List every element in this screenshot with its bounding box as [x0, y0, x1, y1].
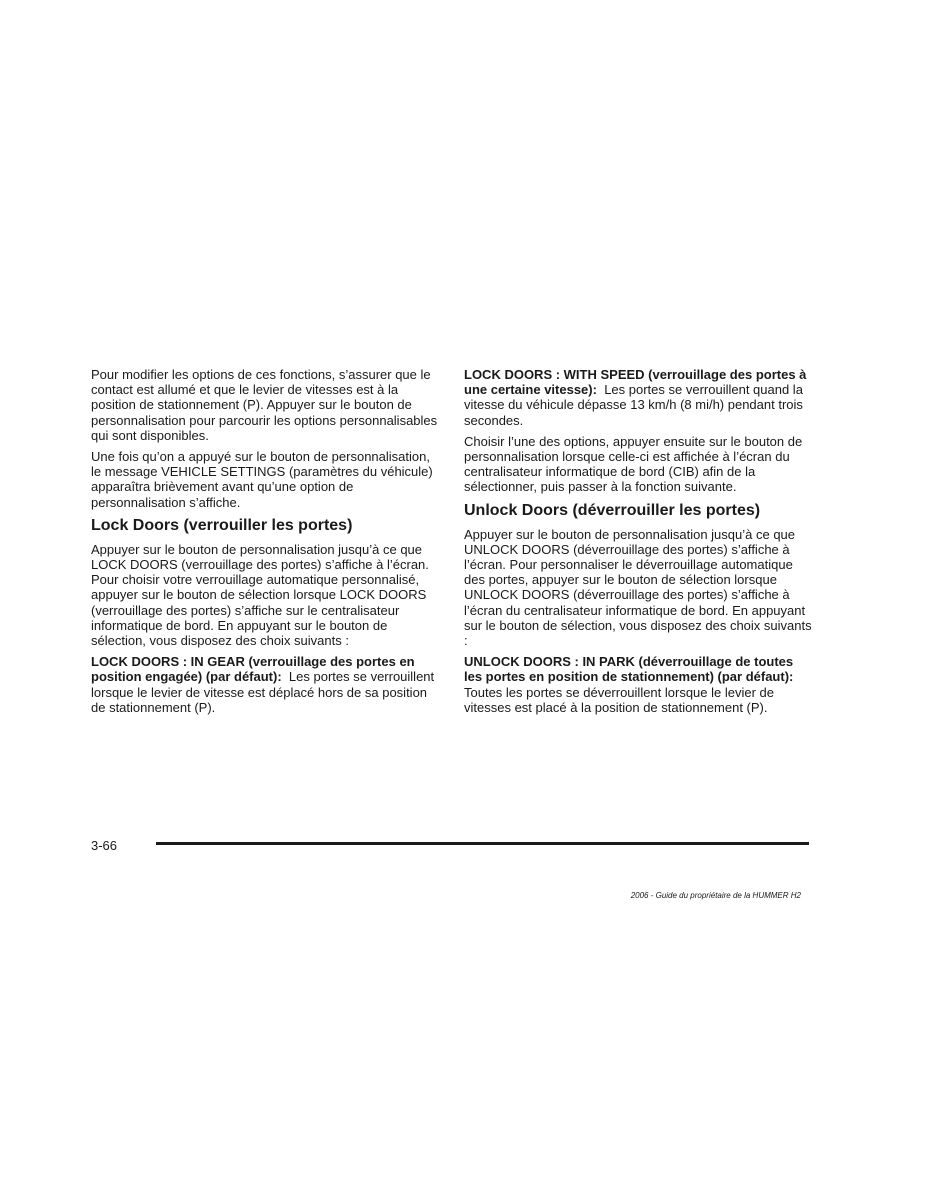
unlock-doors-in-park-option — [464, 654, 814, 715]
lock-doors-paragraph: Appuyer sur le bouton de personnalisation jusqu’à ce que LOCK DOORS (verrouillage des portes) s’affiche à l’écran. Pour choisir votre verrouillage automatique personnalisé, appuyer sur le bouton de sélection lorsque LOCK DOORS (verrouillage des portes) s’affiche sur le centralisateur informatique de bord. En appuyant sur le bouton de sélection, vous disposez des choix suivants : — [91, 541, 429, 649]
unlock-doors-paragraph: Appuyer sur le bouton de personnalisation jusqu’à ce que UNLOCK DOORS (déverrouillage des portes) s’affiche à l’écran. Pour personnaliser le déverrouillage automatique des portes, appuyer sur le bouton de sélection lorsque UNLOCK DOORS (déverrouillage des portes) s’affiche à l’écran du centralisateur informatique de bord. En appuyant sur le bouton de sélection, vous disposez des choix suivants : — [464, 526, 812, 649]
left-column — [91, 367, 441, 721]
unlock-doors-heading: Unlock Doors (déverrouiller les portes) — [464, 501, 761, 519]
option-label: UNLOCK DOORS : IN PARK (déverrouillage de toutes les portes en position de stationnement) (par défaut): — [464, 654, 794, 685]
page-number: 3-66 — [91, 838, 118, 853]
option-label: LOCK DOORS : IN GEAR (verrouillage des portes en position engagée) (par défaut): — [91, 654, 415, 685]
option-description: Les portes se verrouillent lorsque le levier de vitesse est déplacé hors de sa position de stationnement (P). — [91, 669, 435, 715]
option-label: LOCK DOORS : WITH SPEED (verrouillage des portes à une certaine vitesse): — [464, 367, 807, 398]
intro-paragraph: Pour modifier les options de ces fonctions, s’assurer que le contact est allumé et que le levier de vitesses est à la position de stationnement (P). Appuyer sur le bouton de personnalisation pour parcourir les options personnalisables qui sont disponibles. — [91, 367, 438, 443]
lock-doors-in-gear-option — [91, 654, 441, 715]
footer-text: 2006 - Guide du propriétaire de la HUMMER H2 — [630, 891, 801, 900]
choose-option-paragraph: Choisir l’une des options, appuyer ensuite sur le bouton de personnalisation lorsque celle-ci est affichée à l’écran du centralisateur informatique de bord (CIB) afin de la sélectionner, puis passer à la fonction suivante. — [464, 433, 803, 495]
lock-doors-with-speed-option — [464, 367, 814, 428]
lock-doors-heading: Lock Doors (verrouiller les portes) — [91, 516, 353, 534]
footer-rule — [156, 842, 809, 845]
option-description: Les portes se verrouillent quand la vitesse du véhicule dépasse 13 km/h (8 mi/h) pendant trois secondes. — [464, 382, 803, 428]
right-column — [464, 367, 814, 721]
vehicle-settings-paragraph: Une fois qu’on a appuyé sur le bouton de personnalisation, le message VEHICLE SETTINGS (paramètres du véhicule) apparaîtra brièvement avant qu’une option de personnalisation s’affiche. — [91, 449, 433, 510]
option-description: Toutes les portes se déverrouillent lorsque le levier de vitesses est placé à la position de stationnement (P). — [464, 684, 775, 715]
